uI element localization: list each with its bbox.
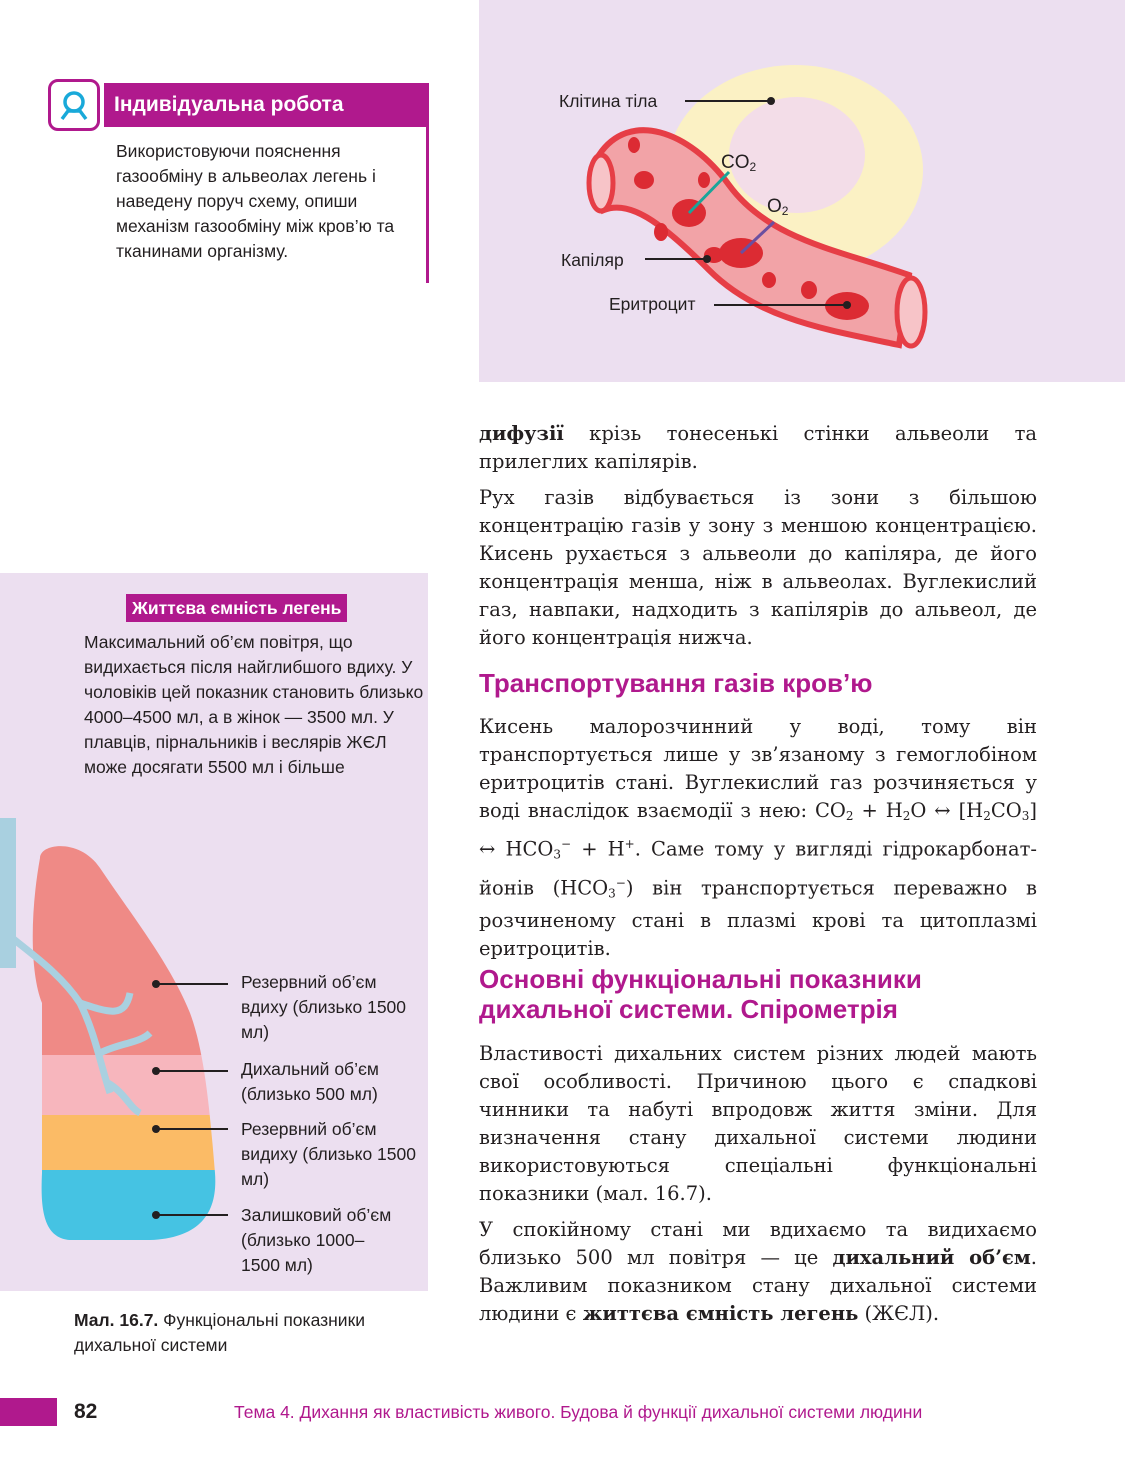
lung-zone-exhale-reserve bbox=[0, 1115, 260, 1170]
paragraph-gas-movement: Рух газів відбувається із зони з більшою концентрацію газів у зону з меншою концентрацією. Кисень рухається з альвеоли до капіляра, де його концентрація менша, ніж в альвеолах. Вуглекислий газ, навпаки, надходить з капілярів до альвеол, де його концентрація нижча. bbox=[479, 486, 1037, 649]
figure-caption: Мал. 16.7. Функціональні показники дихальної системи bbox=[74, 1310, 365, 1355]
label-o2: $O_2$ bbox=[767, 196, 789, 218]
label-erythrocyte: Еритроцит bbox=[609, 294, 696, 314]
lung-zone-inhale-reserve bbox=[0, 823, 260, 1055]
individual-work-box bbox=[48, 79, 430, 289]
capillary-figure-panel bbox=[479, 0, 1125, 382]
footer-accent-bar bbox=[0, 1398, 57, 1426]
label-inhale-reserve: Резервний об’єм вдиху (близько 1500 мл) bbox=[241, 972, 407, 1042]
footer-topic: Тема 4. Дихання як властивість живого. Будова й функції дихальної системи людини bbox=[234, 1402, 923, 1422]
capillary-diagram bbox=[479, 0, 1125, 382]
heading-gas-transport: Транспортування газів кров’ю bbox=[479, 668, 873, 698]
person-icon bbox=[48, 79, 100, 131]
individual-work-title: Індивідуальна робота bbox=[104, 83, 428, 127]
capillary-open-end bbox=[897, 278, 925, 346]
lung-zone-residual bbox=[0, 1170, 260, 1250]
label-exhale-reserve: Резервний об’єм видиху (близько 1500 мл) bbox=[241, 1119, 416, 1189]
paragraph-tidal-volume: У спокійному стані ми вдихаємо та видихаємо близько 500 мл повітря — це дихальний об’єм. Важливим показником стану дихальної системи людини є життєва ємність легень (ЖЄЛ). bbox=[479, 1218, 1037, 1325]
capillary-open-end bbox=[589, 155, 613, 211]
label-body-cell: Клітина тіла bbox=[559, 91, 658, 111]
individual-work-text: Використовуючи пояснення газообміну в альвеолах легень і наведену поруч схему, опиши механізм газообміну між кров’ю та тканинами організму. bbox=[116, 141, 395, 261]
vital-capacity-title: Життєва ємність легень bbox=[126, 594, 347, 622]
heading-spirometry: Основні функціональні показники дихальної системи. Спірометрія bbox=[479, 964, 922, 1024]
paragraph-properties: Властивості дихальних систем різних людей мають свої особливості. Причиною цього є спадкові чинники та набуті впродовж життя зміни. Для визначення стану дихальної системи людини використовуються спеціальні функціональні показники (мал. 16.7). bbox=[479, 1042, 1037, 1205]
paragraph-gas-transport: Кисень малорозчинний у воді, тому він транспортується лише у зв’язаному з гемоглобіном еритроцитів стані. Вуглекислий газ розчиняється у воді внаслідок взаємодії з нею: $CO_2 + H_2O$ ↔ $[H_2CO_3]$ ↔ $HCO_3^- + H^+$. Саме тому у вигляді гідрокарбонат-йонів $(HCO_3^-)$ він транспортується переважно в розчиненому стані в плазмі крові та цитоплазмі еритроцитів. bbox=[479, 715, 1038, 960]
vital-capacity-text: Максимальний об’єм повітря, що видихається після найглибшого вдиху. У чоловіків цей показник становить близько 4000–4500 мл, а в жінок — 3500 мл. У плавців, пірнальників і веслярів ЖЄЛ може досягати 5500 мл і більше bbox=[84, 632, 424, 777]
paragraph-diffusion: дифузії крізь тонесенькі стінки альвеоли та прилеглих капілярів. bbox=[479, 422, 1037, 473]
box-border bbox=[426, 83, 429, 283]
label-residual-volume: Залишковий об’єм (близько 1000–1500 мл) bbox=[241, 1205, 392, 1275]
page-number: 82 bbox=[74, 1400, 98, 1423]
label-tidal-volume: Дихальний об’єм (близько 500 мл) bbox=[241, 1059, 379, 1104]
label-capillary: Капіляр bbox=[561, 250, 624, 270]
label-co2: $CO_2$ bbox=[721, 152, 757, 174]
trachea bbox=[0, 818, 16, 968]
